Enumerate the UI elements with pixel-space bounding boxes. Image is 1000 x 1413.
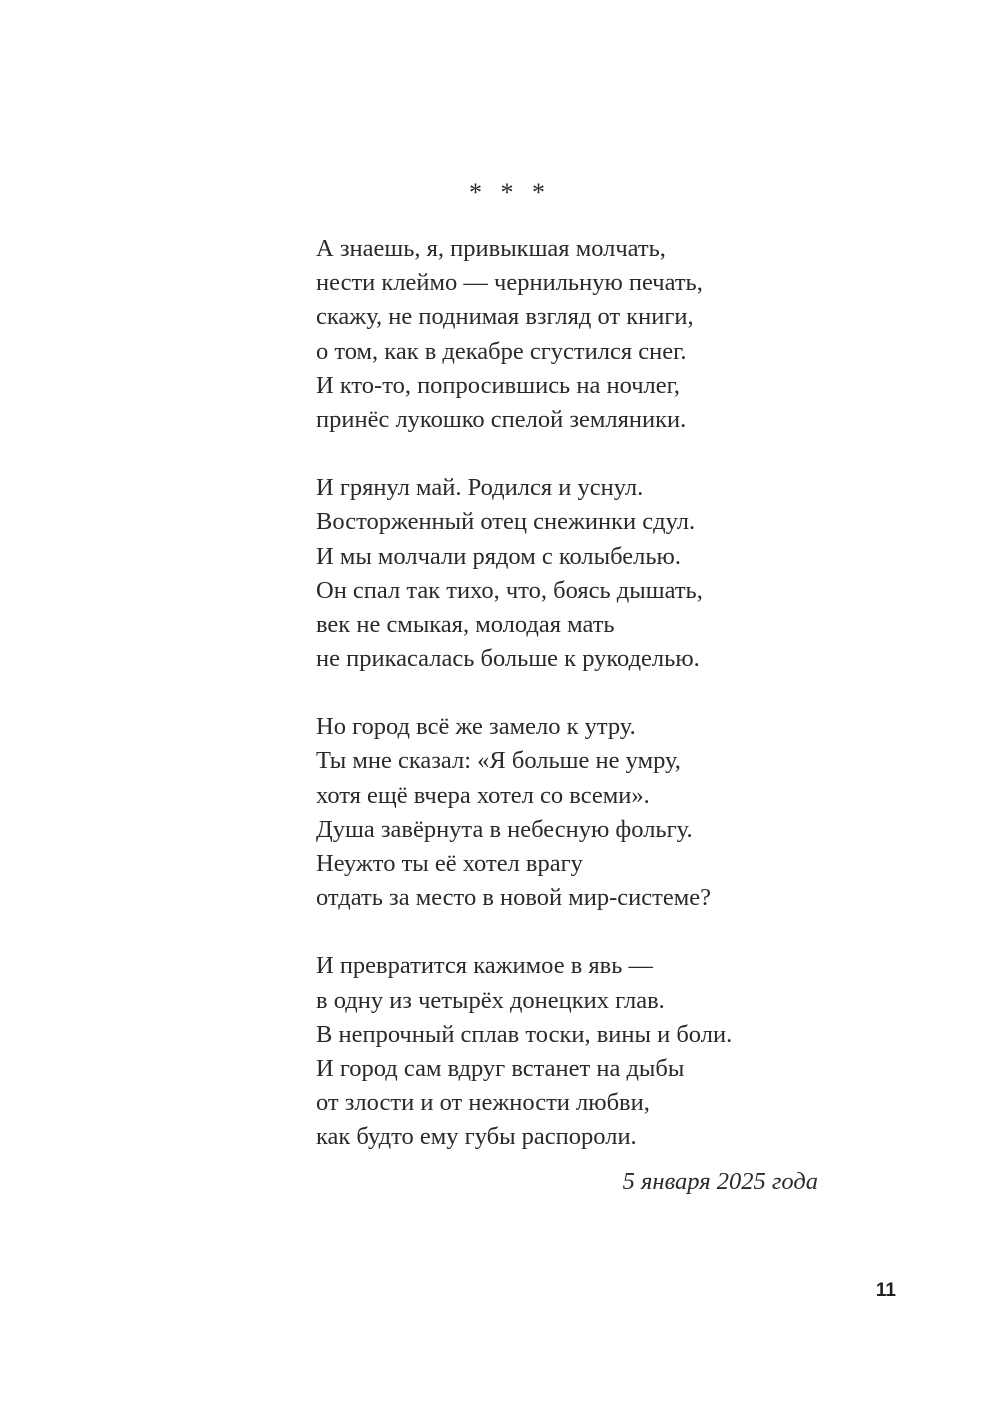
poem-line: хотя ещё вчера хотел со всеми». — [316, 781, 650, 809]
stanza-3 — [316, 710, 876, 915]
poem-line: не прикасалась больше к рукоделью. — [316, 645, 700, 673]
poem-line: век не смыкая, молодая мать — [316, 610, 615, 638]
asterism-separator: * * * — [469, 178, 551, 207]
poem-line: как будто ему губы распороли. — [316, 1123, 637, 1151]
poem-line: скажу, не поднимая взгляд от книги, — [316, 303, 694, 331]
poem-line: о том, как в декабре сгустился снег. — [316, 337, 687, 365]
poem-line: А знаешь, я, привыкшая молчать, — [316, 235, 666, 262]
stanza-2 — [316, 471, 876, 676]
poem-line: И город сам вдруг встанет на дыбы — [316, 1054, 685, 1082]
poem-line: от злости и от нежности любви, — [316, 1089, 650, 1117]
poem-line: Ты мне сказал: «Я больше не умру, — [316, 747, 681, 775]
poem-line: В непрочный сплав тоски, вины и боли. — [316, 1020, 733, 1048]
poem-line: принёс лукошко спелой земляники. — [316, 405, 687, 433]
poem-line: Неужто ты её хотел врагу — [316, 850, 583, 877]
stanza-1 — [316, 232, 876, 437]
poem-line: И мы молчали рядом с колыбелью. — [316, 542, 681, 570]
poem-line: нести клеймо — чернильную печать, — [316, 269, 703, 297]
poem-line: отдать за место в новой мир-системе? — [316, 884, 711, 912]
poem-line: Восторженный отец снежинки сдул. — [316, 508, 696, 536]
poem-date: 5 января 2025 года — [622, 1168, 818, 1195]
page-number: 11 — [875, 1280, 896, 1301]
poem-line: Но город всё же замело к утру. — [316, 713, 636, 741]
poem-line: И кто-то, попросившись на ночлег, — [316, 371, 681, 399]
poem-line: Душа завёрнута в небесную фольгу. — [316, 815, 693, 843]
poem-line: в одну из четырёх донецких глав. — [316, 986, 665, 1014]
poem — [316, 232, 876, 1189]
stanza-4 — [316, 949, 876, 1154]
poem-line: И превратится кажимое в явь — — [316, 952, 654, 980]
poem-line: Он спал так тихо, что, боясь дышать, — [316, 576, 703, 604]
poem-line: И грянул май. Родился и уснул. — [316, 474, 644, 502]
